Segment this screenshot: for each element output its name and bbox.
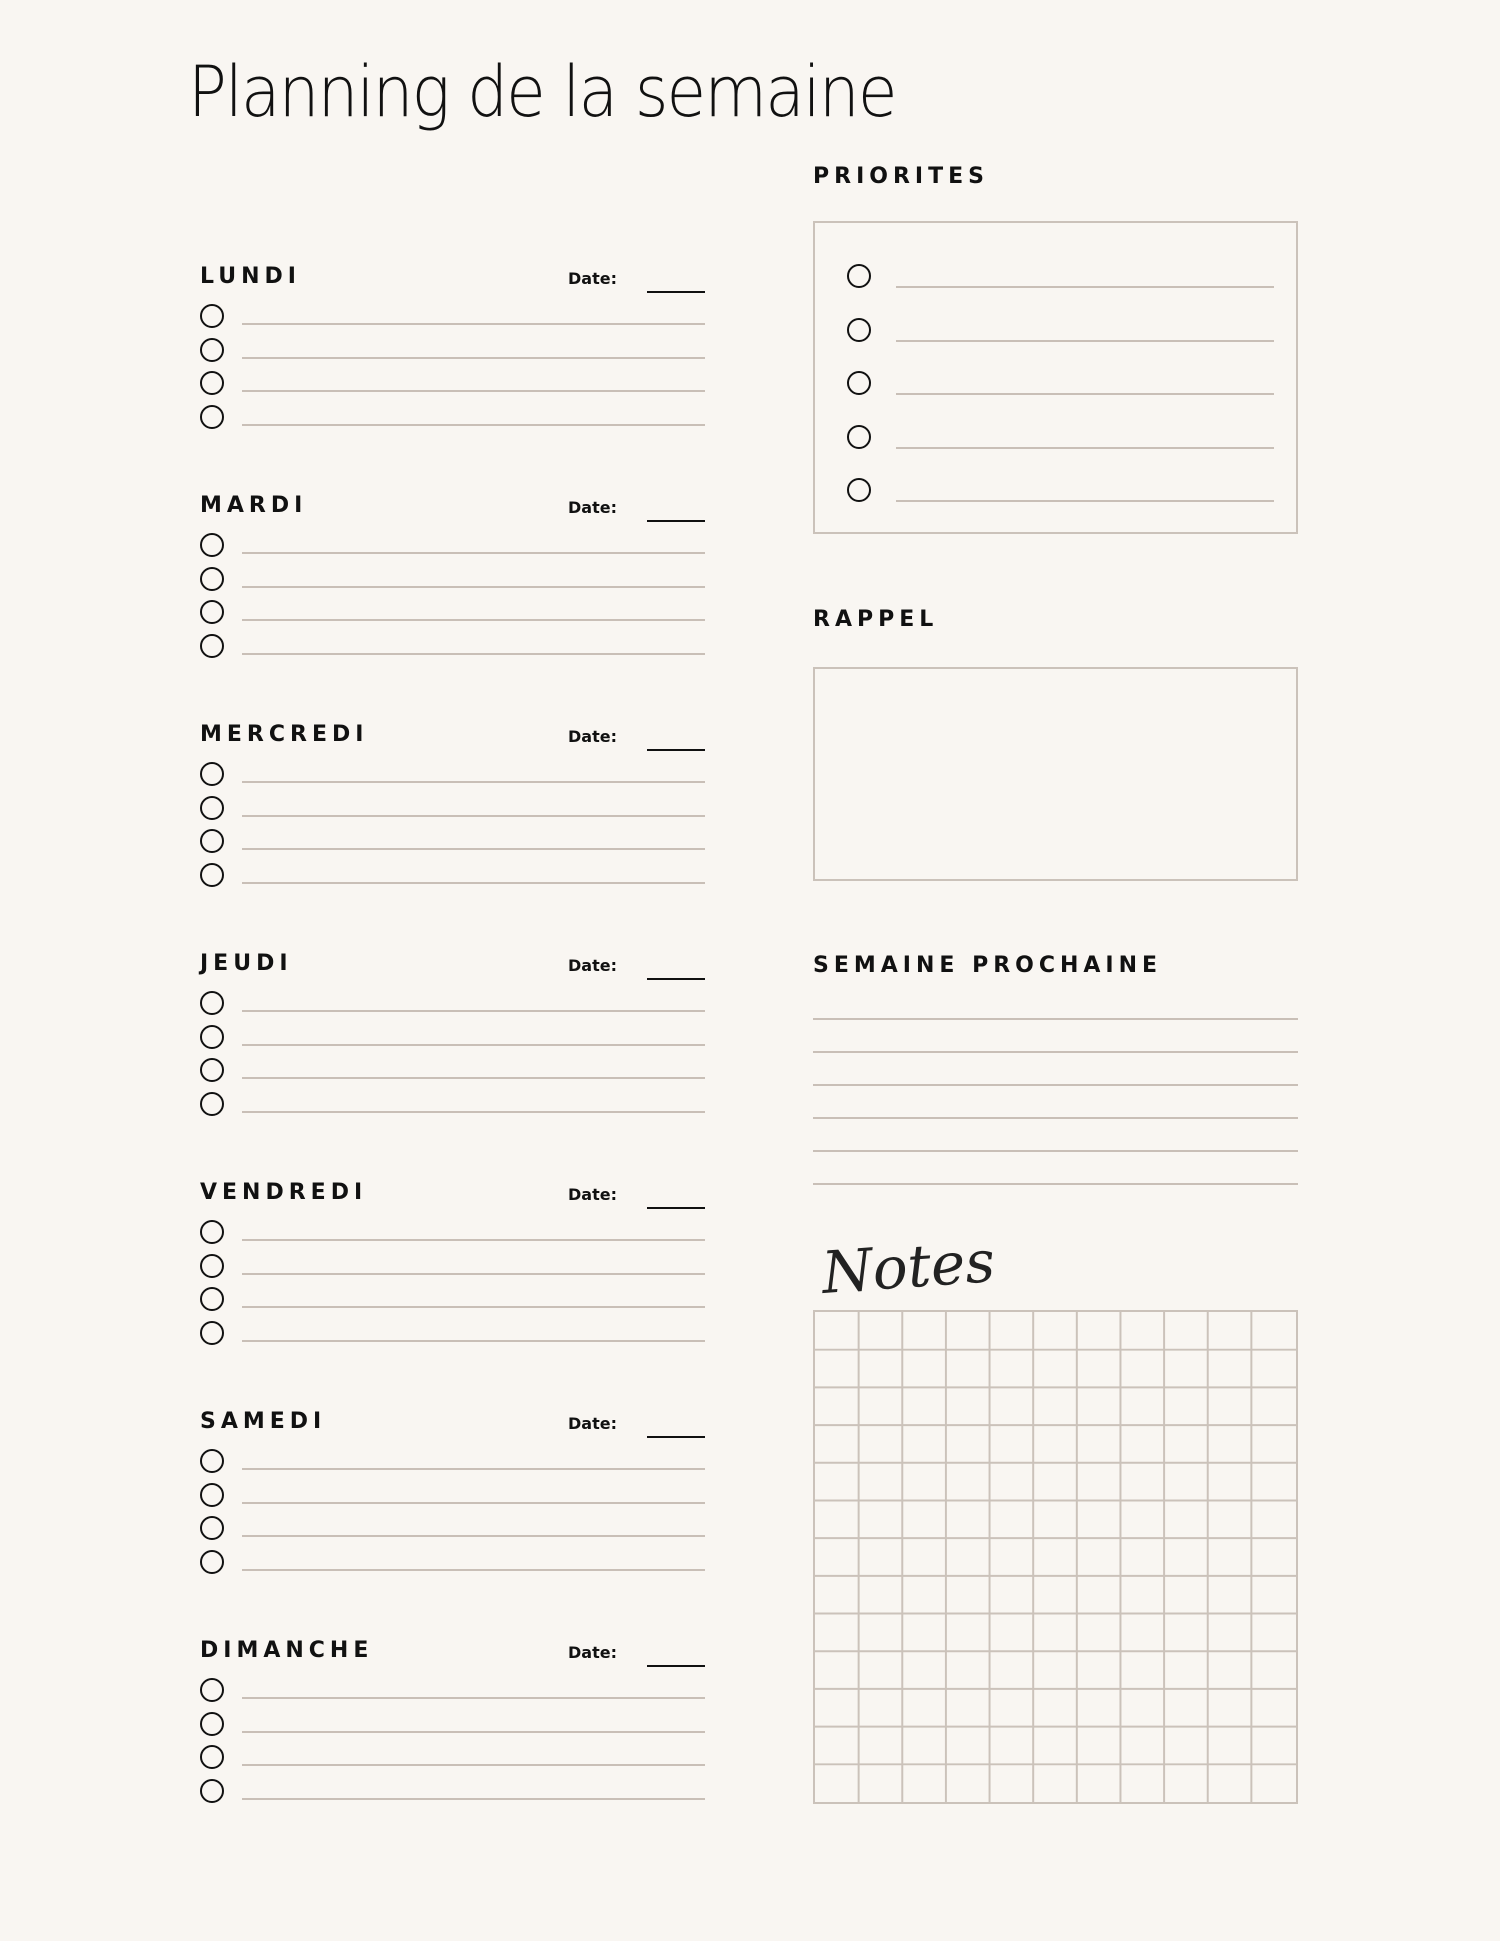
- task-line[interactable]: [242, 653, 705, 655]
- day-header: [200, 264, 707, 304]
- day-name: LUNDI: [200, 264, 301, 289]
- day-header: [200, 951, 707, 991]
- day-section-mardi: [200, 493, 707, 667]
- priority-line[interactable]: [896, 447, 1274, 449]
- priorites-box: [813, 221, 1298, 534]
- date-field[interactable]: [647, 1436, 705, 1438]
- task-checkbox[interactable]: [200, 1483, 224, 1507]
- task-row: [200, 634, 707, 668]
- task-checkbox[interactable]: [200, 863, 224, 887]
- priority-item: [815, 478, 1296, 532]
- priority-checkbox[interactable]: [847, 425, 871, 449]
- date-field[interactable]: [647, 1665, 705, 1667]
- priority-line[interactable]: [896, 340, 1274, 342]
- priority-line[interactable]: [896, 393, 1274, 395]
- priorites-title: PRIORITES: [813, 164, 989, 189]
- task-line[interactable]: [242, 1764, 705, 1766]
- task-row: [200, 1321, 707, 1355]
- date-field[interactable]: [647, 291, 705, 293]
- next-week-line[interactable]: [813, 1183, 1298, 1185]
- task-row: [200, 1025, 707, 1059]
- next-week-line[interactable]: [813, 1018, 1298, 1020]
- task-row: [200, 1745, 707, 1779]
- task-line[interactable]: [242, 424, 705, 426]
- task-checkbox[interactable]: [200, 796, 224, 820]
- grid-lines: [815, 1312, 1296, 1802]
- task-checkbox[interactable]: [200, 1779, 224, 1803]
- task-row: [200, 863, 707, 897]
- task-row: [200, 991, 707, 1025]
- task-checkbox[interactable]: [200, 1678, 224, 1702]
- day-section-jeudi: [200, 951, 707, 1125]
- rappel-title: RAPPEL: [813, 607, 939, 632]
- task-checkbox[interactable]: [200, 304, 224, 328]
- task-row: [200, 567, 707, 601]
- priority-item: [815, 371, 1296, 425]
- day-name: VENDREDI: [200, 1180, 368, 1205]
- task-checkbox[interactable]: [200, 338, 224, 362]
- task-row: [200, 405, 707, 439]
- task-row: [200, 829, 707, 863]
- task-line[interactable]: [242, 848, 705, 850]
- task-line[interactable]: [242, 323, 705, 325]
- task-row: [200, 1449, 707, 1483]
- task-checkbox[interactable]: [200, 762, 224, 786]
- day-name: SAMEDI: [200, 1409, 327, 1434]
- day-section-mercredi: [200, 722, 707, 896]
- task-line[interactable]: [242, 1044, 705, 1046]
- task-row: [200, 1220, 707, 1254]
- task-row: [200, 1516, 707, 1550]
- priority-checkbox[interactable]: [847, 478, 871, 502]
- task-line[interactable]: [242, 1306, 705, 1308]
- day-header: [200, 722, 707, 762]
- task-line[interactable]: [242, 1502, 705, 1504]
- rappel-box[interactable]: [813, 667, 1298, 881]
- task-line[interactable]: [242, 781, 705, 783]
- task-row: [200, 600, 707, 634]
- date-field[interactable]: [647, 1207, 705, 1209]
- task-row: [200, 796, 707, 830]
- priority-item: [815, 264, 1296, 318]
- day-header: [200, 1638, 707, 1678]
- task-checkbox[interactable]: [200, 1092, 224, 1116]
- day-header: [200, 493, 707, 533]
- day-name: MERCREDI: [200, 722, 369, 747]
- page-title: Planning de la semaine: [188, 51, 896, 133]
- task-line[interactable]: [242, 1569, 705, 1571]
- task-line[interactable]: [242, 1010, 705, 1012]
- task-row: [200, 1712, 707, 1746]
- task-line[interactable]: [242, 815, 705, 817]
- date-label: Date:: [568, 956, 617, 975]
- date-label: Date:: [568, 727, 617, 746]
- task-line[interactable]: [242, 1535, 705, 1537]
- semaine-prochaine-title: SEMAINE PROCHAINE: [813, 953, 1163, 978]
- task-checkbox[interactable]: [200, 600, 224, 624]
- task-line[interactable]: [242, 357, 705, 359]
- date-field[interactable]: [647, 749, 705, 751]
- priority-checkbox[interactable]: [847, 264, 871, 288]
- task-row: [200, 1550, 707, 1584]
- date-label: Date:: [568, 269, 617, 288]
- task-line[interactable]: [242, 1273, 705, 1275]
- task-line[interactable]: [242, 1697, 705, 1699]
- task-checkbox[interactable]: [200, 567, 224, 591]
- task-line[interactable]: [242, 1468, 705, 1470]
- task-checkbox[interactable]: [200, 371, 224, 395]
- day-section-samedi: [200, 1409, 707, 1583]
- task-row: [200, 371, 707, 405]
- notes-title: Notes: [819, 1227, 998, 1307]
- date-label: Date:: [568, 1643, 617, 1662]
- priority-line[interactable]: [896, 286, 1274, 288]
- day-name: JEUDI: [200, 951, 293, 976]
- task-row: [200, 1092, 707, 1126]
- task-checkbox[interactable]: [200, 1254, 224, 1278]
- next-week-line[interactable]: [813, 1150, 1298, 1152]
- date-label: Date:: [568, 1414, 617, 1433]
- task-checkbox[interactable]: [200, 1550, 224, 1574]
- task-checkbox[interactable]: [200, 1220, 224, 1244]
- task-row: [200, 1254, 707, 1288]
- task-checkbox[interactable]: [200, 1745, 224, 1769]
- task-checkbox[interactable]: [200, 829, 224, 853]
- task-checkbox[interactable]: [200, 533, 224, 557]
- task-line[interactable]: [242, 552, 705, 554]
- task-line[interactable]: [242, 390, 705, 392]
- date-label: Date:: [568, 498, 617, 517]
- next-week-line[interactable]: [813, 1117, 1298, 1119]
- task-line[interactable]: [242, 1077, 705, 1079]
- task-checkbox[interactable]: [200, 1712, 224, 1736]
- day-name: DIMANCHE: [200, 1638, 374, 1663]
- next-week-line[interactable]: [813, 1084, 1298, 1086]
- task-row: [200, 1678, 707, 1712]
- task-line[interactable]: [242, 1340, 705, 1342]
- task-checkbox[interactable]: [200, 1449, 224, 1473]
- date-field[interactable]: [647, 978, 705, 980]
- task-line[interactable]: [242, 1798, 705, 1800]
- task-row: [200, 533, 707, 567]
- day-section-lundi: [200, 264, 707, 438]
- priority-item: [815, 425, 1296, 479]
- task-row: [200, 338, 707, 372]
- task-checkbox[interactable]: [200, 1321, 224, 1345]
- next-week-line[interactable]: [813, 1051, 1298, 1053]
- task-line[interactable]: [242, 1111, 705, 1113]
- task-row: [200, 762, 707, 796]
- priority-item: [815, 318, 1296, 372]
- task-checkbox[interactable]: [200, 634, 224, 658]
- day-header: [200, 1409, 707, 1449]
- task-line[interactable]: [242, 1239, 705, 1241]
- task-checkbox[interactable]: [200, 1025, 224, 1049]
- task-row: [200, 304, 707, 338]
- task-row: [200, 1287, 707, 1321]
- notes-grid[interactable]: [813, 1310, 1298, 1804]
- day-section-dimanche: [200, 1638, 707, 1812]
- task-checkbox[interactable]: [200, 991, 224, 1015]
- task-checkbox[interactable]: [200, 1516, 224, 1540]
- priority-line[interactable]: [896, 500, 1274, 502]
- task-row: [200, 1058, 707, 1092]
- date-label: Date:: [568, 1185, 617, 1204]
- day-name: MARDI: [200, 493, 308, 518]
- date-field[interactable]: [647, 520, 705, 522]
- task-checkbox[interactable]: [200, 405, 224, 429]
- day-section-vendredi: [200, 1180, 707, 1354]
- task-line[interactable]: [242, 882, 705, 884]
- task-row: [200, 1779, 707, 1813]
- task-line[interactable]: [242, 619, 705, 621]
- task-row: [200, 1483, 707, 1517]
- day-header: [200, 1180, 707, 1220]
- task-line[interactable]: [242, 586, 705, 588]
- priority-checkbox[interactable]: [847, 318, 871, 342]
- priority-checkbox[interactable]: [847, 371, 871, 395]
- task-checkbox[interactable]: [200, 1058, 224, 1082]
- task-line[interactable]: [242, 1731, 705, 1733]
- task-checkbox[interactable]: [200, 1287, 224, 1311]
